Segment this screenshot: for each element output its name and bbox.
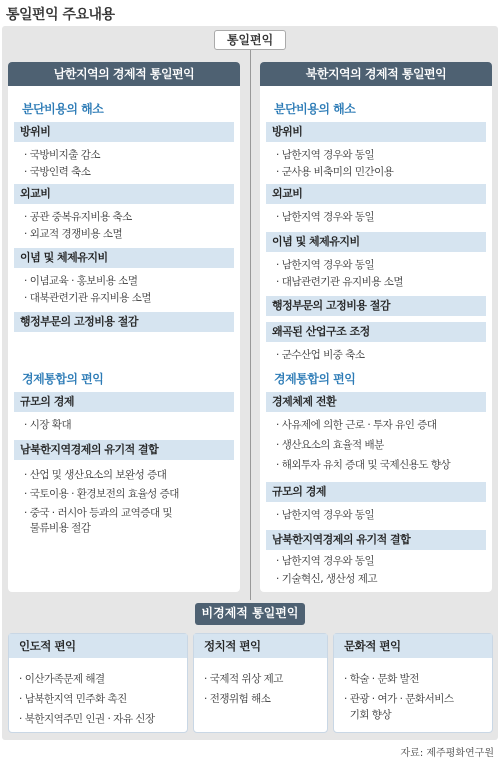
list-item: · 학술 · 문화 발전 xyxy=(344,672,419,686)
north-panel-header: 북한지역의 경제적 통일편익 xyxy=(260,62,492,86)
list-item: · 남한지역 경우와 동일 xyxy=(276,554,374,568)
north-cat-industry: 왜곡된 산업구조 조정 xyxy=(266,322,486,342)
list-item: · 남한지역 경우와 동일 xyxy=(276,508,374,522)
north-cat-admin: 행정부문의 고정비용 절감 xyxy=(266,296,486,316)
cultural-header: 문화적 편익 xyxy=(334,634,492,658)
south-cat-combination: 남북한지역경제의 유기적 결합 xyxy=(14,440,234,460)
list-item: · 외교적 경쟁비용 소멸 xyxy=(24,227,122,241)
north-cat-ideology: 이념 및 체제유지비 xyxy=(266,232,486,252)
cultural-panel xyxy=(333,633,493,733)
list-item: · 군사용 비축미의 민간이용 xyxy=(276,165,393,179)
list-item: · 사유제에 의한 근로 · 투자 유인 증대 xyxy=(276,418,437,432)
list-item: · 시장 확대 xyxy=(24,418,71,432)
list-item: · 이산가족문제 해결 xyxy=(19,672,105,686)
list-item: · 국제적 위상 제고 xyxy=(204,672,283,686)
source-note: 자료: 제주평화연구원 xyxy=(400,748,494,759)
list-item: · 남북한지역 민주화 촉진 xyxy=(19,692,127,706)
south-cat-diplomacy: 외교비 xyxy=(14,184,234,204)
list-item: · 해외투자 유치 증대 및 국제신용도 향상 xyxy=(276,458,450,472)
north-section-division-cost: 분단비용의 해소 xyxy=(274,102,356,116)
south-section-division-cost: 분단비용의 해소 xyxy=(22,102,104,116)
north-section-integration: 경제통합의 편익 xyxy=(274,372,356,386)
list-item: · 중국 · 러시아 등과의 교역증대 및 xyxy=(24,506,172,520)
list-item: · 국방비지출 감소 xyxy=(24,148,100,162)
list-item: · 대북관련기관 유지비용 소멸 xyxy=(24,291,151,305)
north-cat-transition: 경제체제 전환 xyxy=(266,392,486,412)
list-item: · 대남관련기관 유지비용 소멸 xyxy=(276,275,403,289)
political-panel xyxy=(193,633,328,733)
humanitarian-panel xyxy=(8,633,188,733)
south-section-integration: 경제통합의 편익 xyxy=(22,372,104,386)
figure-title: 통일편익 주요내용 xyxy=(6,7,115,23)
list-item: 물류비용 절감 xyxy=(29,522,91,534)
list-item: · 남한지역 경우와 동일 xyxy=(276,210,374,224)
south-panel xyxy=(8,62,240,592)
south-panel-header: 남한지역의 경제적 통일편익 xyxy=(8,62,240,86)
list-item: · 생산요소의 효율적 배분 xyxy=(276,438,384,452)
list-item: · 남한지역 경우와 동일 xyxy=(276,258,374,272)
political-header: 정치적 편익 xyxy=(194,634,327,658)
south-cat-ideology: 이념 및 체제유지비 xyxy=(14,248,234,268)
south-cat-defense: 방위비 xyxy=(14,122,234,142)
center-divider xyxy=(250,50,251,600)
list-item: · 국방인력 축소 xyxy=(24,165,90,179)
list-item: · 남한지역 경우와 동일 xyxy=(276,148,374,162)
list-item: · 국토이용 · 환경보전의 효율성 증대 xyxy=(24,487,179,501)
north-cat-combination: 남북한지역경제의 유기적 결합 xyxy=(266,530,486,550)
north-panel xyxy=(260,62,492,592)
south-cat-admin: 행정부문의 고정비용 절감 xyxy=(14,312,234,332)
mid-label: 비경제적 통일편익 xyxy=(195,603,305,625)
list-item: · 이념교육 · 홍보비용 소멸 xyxy=(24,274,137,288)
north-cat-scale: 규모의 경제 xyxy=(266,482,486,502)
list-item: · 전쟁위험 해소 xyxy=(204,692,270,706)
list-item: · 기술혁신, 생산성 제고 xyxy=(276,572,377,586)
list-item: · 관광 · 여가 · 문화서비스 xyxy=(344,692,454,706)
list-item: 기회 향상 xyxy=(349,709,392,721)
list-item: · 공관 중복유지비용 축소 xyxy=(24,210,132,224)
humanitarian-header: 인도적 편익 xyxy=(9,634,187,658)
list-item: · 북한지역주민 인권 · 자유 신장 xyxy=(19,712,155,726)
north-cat-defense: 방위비 xyxy=(266,122,486,142)
north-cat-diplomacy: 외교비 xyxy=(266,184,486,204)
south-cat-scale: 규모의 경제 xyxy=(14,392,234,412)
list-item: · 산업 및 생산요소의 보완성 증대 xyxy=(24,468,166,482)
list-item: · 군수산업 비중 축소 xyxy=(276,348,365,362)
top-label: 통일편익 xyxy=(214,30,286,50)
